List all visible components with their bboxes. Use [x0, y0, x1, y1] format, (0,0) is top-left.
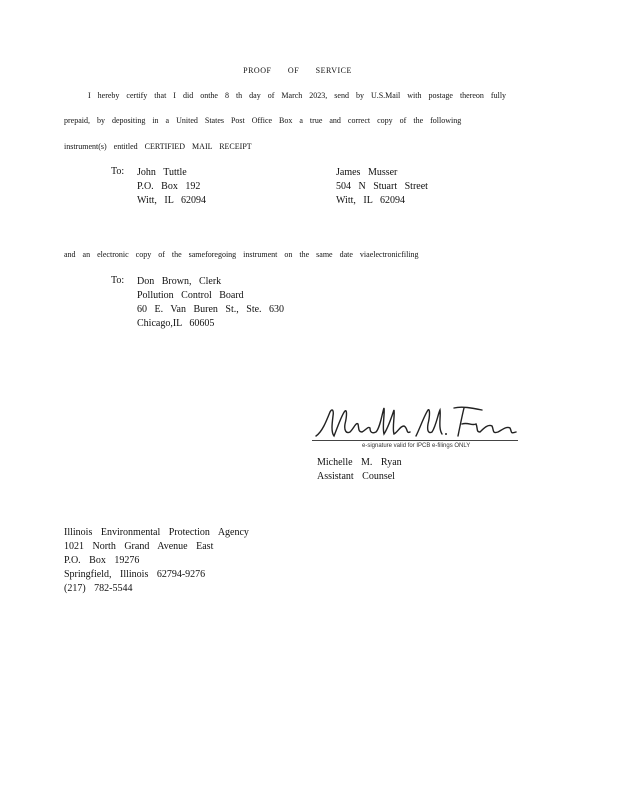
certification-line-3: instrument(s) entitled CERTIFIED MAIL RECEIPT	[64, 142, 252, 151]
address-line: Witt, IL 62094	[137, 195, 206, 206]
signer-block	[317, 456, 402, 484]
agency-city: Springfield, Illinois 62794-9276	[64, 569, 206, 580]
certification-line-2: prepaid, by depositing in a United States Post Office Box a true and correct copy of the following	[64, 116, 462, 125]
signature-line	[312, 440, 518, 441]
agency-po-box: P.O. Box 19276	[64, 555, 140, 566]
agency-name: Illinois Environmental Protection Agency	[64, 527, 249, 538]
page-title: PROOF OF SERVICE	[243, 66, 352, 75]
address-line: Pollution Control Board	[137, 290, 244, 301]
address-line: 60 E. Van Buren St., Ste. 630	[137, 304, 285, 315]
to-label-mail: To:	[111, 166, 125, 177]
recipient-address-2	[336, 166, 428, 208]
address-line: James Musser	[336, 167, 398, 178]
address-line: Chicago,IL 60605	[137, 318, 215, 329]
recipient-address-1	[137, 166, 206, 208]
address-line: 504 N Stuart Street	[336, 181, 428, 192]
to-label-electronic: To:	[111, 275, 125, 286]
address-line: Don Brown, Clerk	[137, 276, 222, 287]
handwritten-signature	[312, 402, 522, 442]
address-line: Witt, IL 62094	[336, 195, 405, 206]
certification-line-1: I hereby certify that I did onthe 8 th day of March 2023, send by U.S.Mail with postage thereon fully	[88, 91, 507, 100]
agency-street: 1021 North Grand Avenue East	[64, 541, 214, 552]
agency-phone: (217) 782-5544	[64, 583, 133, 594]
electronic-copy-line: and an electronic copy of the sameforegoing instrument on the same date viaelectronicfiling	[64, 250, 419, 259]
address-line: John Tuttle	[137, 167, 187, 178]
electronic-recipient-address	[137, 275, 284, 331]
signer-title: Assistant Counsel	[317, 471, 395, 482]
address-line: P.O. Box 192	[137, 181, 201, 192]
e-signature-note: e-signature valid for IPCB e-filings ONLY	[362, 443, 471, 449]
signer-name: Michelle M. Ryan	[317, 457, 402, 468]
agency-address-block	[64, 526, 249, 596]
